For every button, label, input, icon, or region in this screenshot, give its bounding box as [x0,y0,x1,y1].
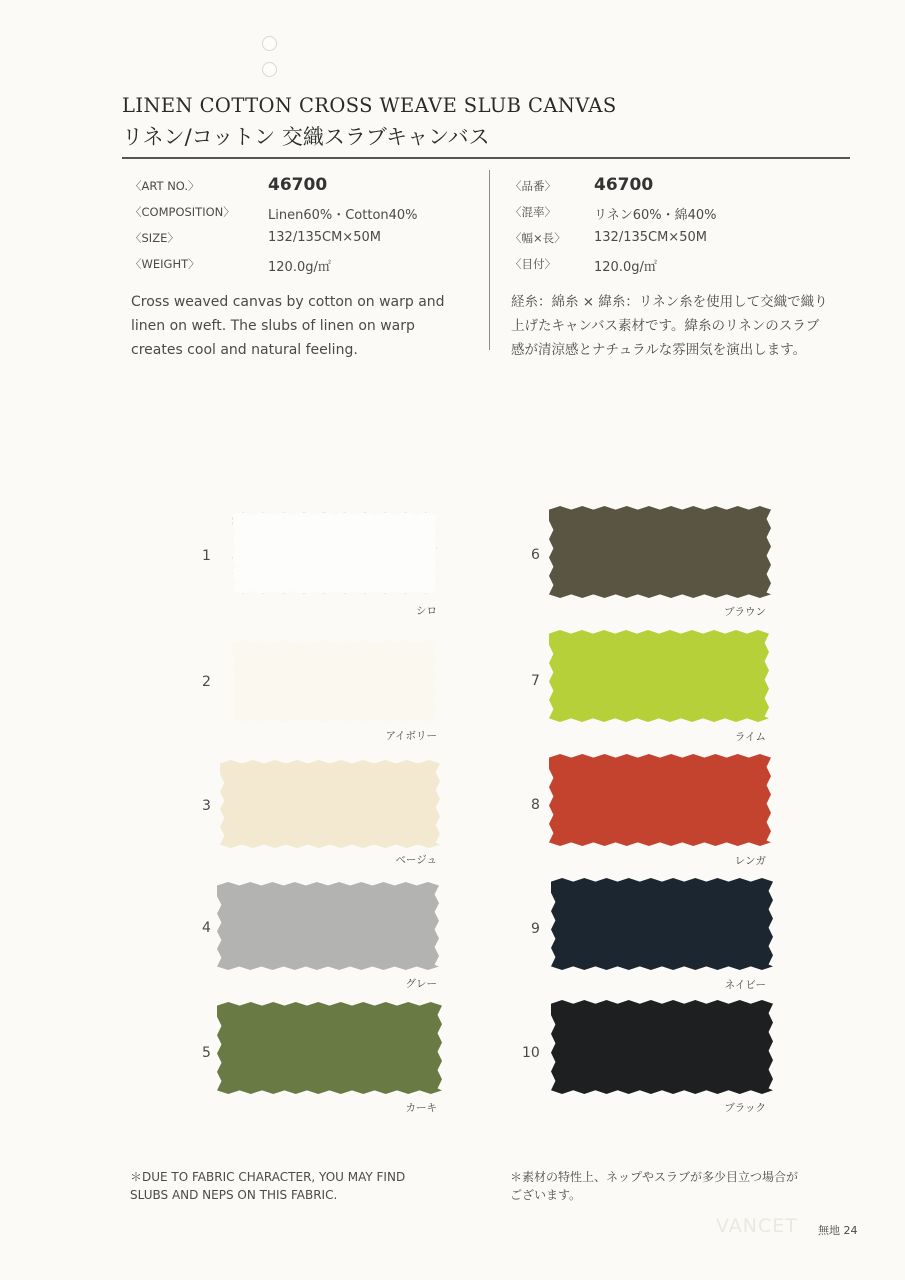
swatch-1-shiro [232,512,437,594]
description-line: Cross weaved canvas by cotton on warp and [131,294,445,310]
description-japanese [511,290,828,362]
brand-watermark: VANCET [716,1215,798,1237]
swatch-number: 6 [531,547,540,563]
swatch-name: グレー [405,978,437,990]
note-line: SLUBS AND NEPS ON THIS FABRIC. [130,1188,338,1202]
note-english [130,1168,405,1204]
spec-value: リネン60%・綿40% [594,208,717,223]
swatch-name: ブラウン [724,606,766,618]
spec-value: 46700 [268,175,328,195]
note-line: ＊素材の特性上、ネップやスラブが多少目立つ場合が [510,1170,799,1184]
swatch-name: レンガ [734,855,766,867]
swatch-number: 8 [531,797,540,813]
note-line: ございます。 [510,1188,582,1202]
swatch-9-navy [551,878,773,970]
swatch-10-black [551,1000,773,1094]
spec-label: 〈WEIGHT〉 [130,257,200,271]
swatch-3-beige [220,760,440,848]
spec-value: 120.0g/㎡ [594,260,657,275]
spec-value: 46700 [594,175,654,195]
swatch-name: ベージュ [395,854,437,866]
swatch-number: 9 [531,921,540,937]
spec-value: 132/135CM×50M [594,230,707,245]
spec-label: 〈品番〉 [510,179,556,193]
spec-value: Linen60%・Cotton40% [268,208,418,223]
swatch-name: アイボリー [385,730,437,742]
swatch-2-ivory [232,640,437,722]
description-english [131,290,445,362]
note-line: ＊DUE TO FABRIC CHARACTER, YOU MAY FIND [130,1170,406,1184]
description-line: 感が清涼感とナチュラルな雰囲気を演出します。 [511,342,807,358]
note-japanese [510,1168,798,1204]
swatch-number: 3 [202,798,211,814]
swatch-number: 4 [202,920,211,936]
swatch-4-gray [217,882,439,970]
swatch-name: ライム [734,731,766,743]
description-line: creates cool and natural feeling. [131,342,358,358]
swatch-name: カーキ [405,1102,437,1114]
swatch-8-brick [549,754,771,846]
swatch-7-lime [549,630,769,722]
swatch-number: 1 [202,548,211,564]
binder-hole [262,62,277,77]
swatch-number: 5 [202,1045,211,1061]
swatch-name: ネイビー [724,979,766,991]
swatch-number: 2 [202,674,211,690]
spec-label: 〈幅×長〉 [510,231,566,245]
column-divider [489,170,490,350]
swatch-name: シロ [416,605,437,617]
swatch-name: ブラック [724,1102,766,1114]
swatch-number: 7 [531,673,540,689]
spec-label: 〈SIZE〉 [130,231,179,245]
spec-value: 120.0g/㎡ [268,260,331,275]
spec-label: 〈COMPOSITION〉 [130,205,235,219]
spec-label: 〈ART NO.〉 [130,179,200,193]
spec-label: 〈混率〉 [510,205,556,219]
title-japanese: リネン/コットン 交織スラブキャンバス [122,125,490,149]
swatch-5-khaki [217,1002,442,1094]
description-line: linen on weft. The slubs of linen on warp [131,318,415,334]
description-line: 上げたキャンバス素材です。緯糸のリネンのスラブ [511,318,820,334]
swatch-number: 10 [522,1045,540,1061]
binder-hole [262,36,277,51]
spec-label: 〈目付〉 [510,257,556,271]
description-line: 経糸：綿糸 × 緯糸：リネン糸を使用して交織で織り [511,294,828,310]
swatch-6-brown [549,506,771,598]
page-info: 無地 24 [818,1224,858,1237]
title-english: LINEN COTTON CROSS WEAVE SLUB CANVAS [122,94,617,117]
spec-value: 132/135CM×50M [268,230,381,245]
title-rule [122,157,850,159]
